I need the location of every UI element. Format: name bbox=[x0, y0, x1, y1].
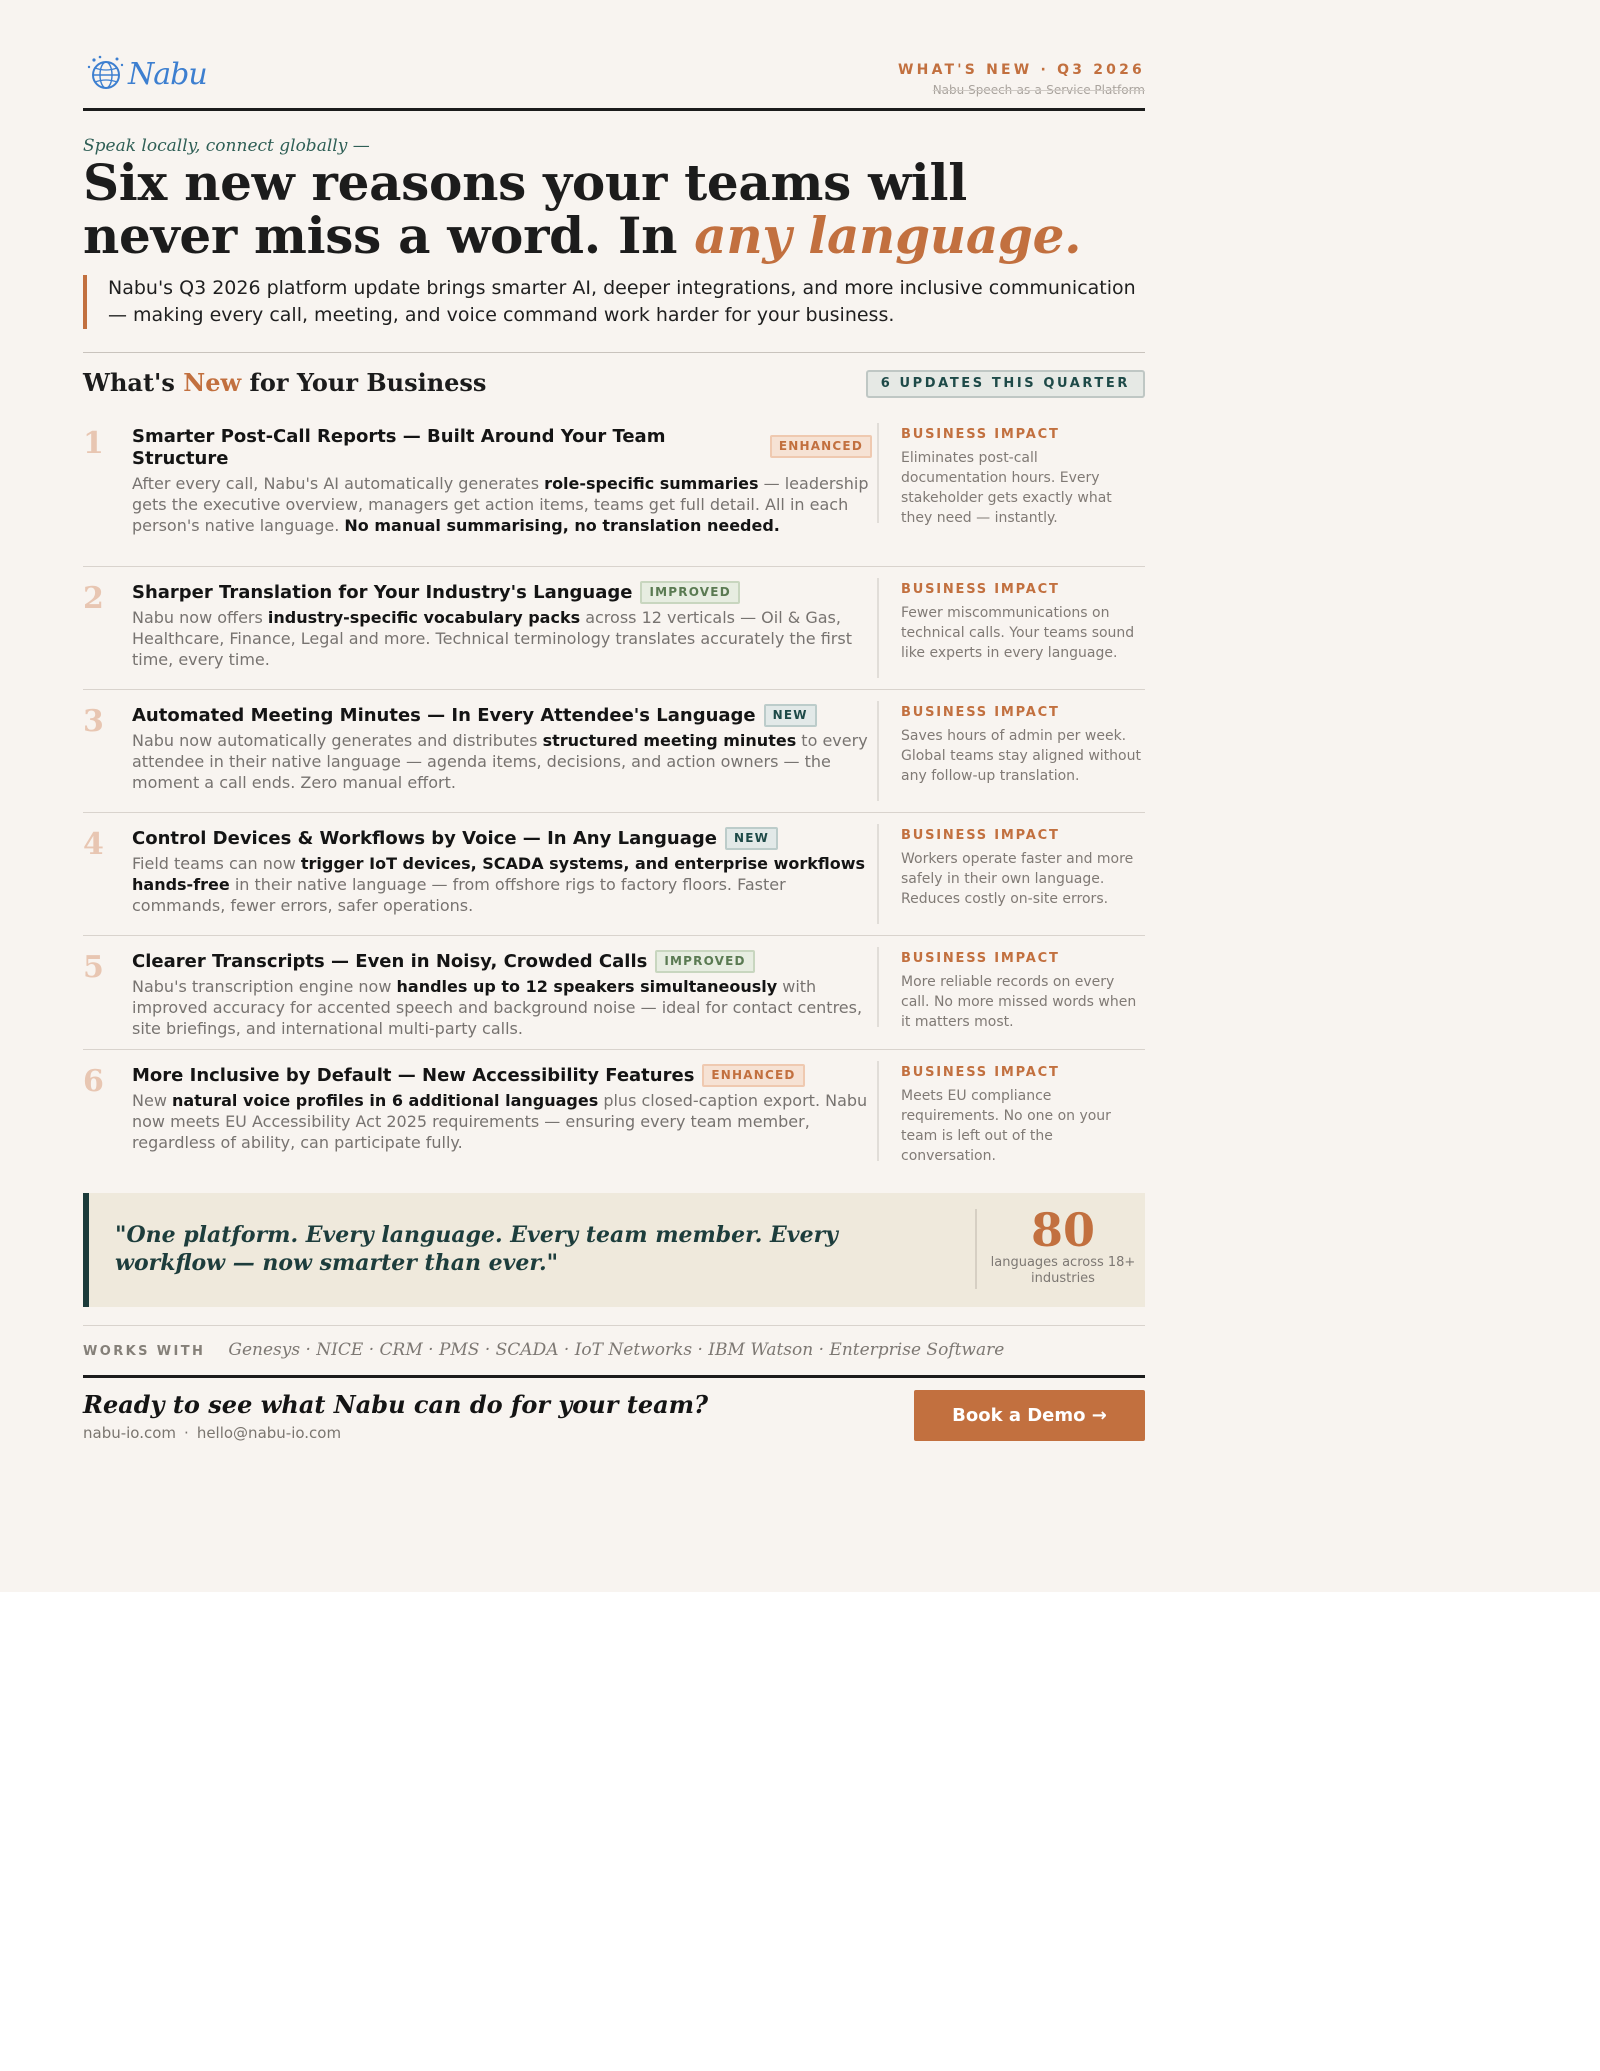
feature-title-text: Control Devices & Workflows by Voice — In Any Language bbox=[132, 828, 717, 849]
column-divider bbox=[877, 824, 879, 924]
feature-body bbox=[132, 581, 872, 670]
column-divider bbox=[877, 1061, 879, 1161]
section-title-accent: New bbox=[183, 368, 242, 397]
book-demo-button[interactable]: Book a Demo → bbox=[914, 1390, 1145, 1441]
globe-logo-icon bbox=[86, 54, 126, 94]
feature-description: New natural voice profiles in 6 additional languages plus closed-caption export. Nabu now meets EU Accessibility Act 2025 requirements — ensuring every team member, regardless of ability, can participate fully. bbox=[132, 1091, 868, 1152]
feature-body bbox=[132, 1064, 872, 1153]
row-divider bbox=[83, 812, 1145, 813]
feature-number: 5 bbox=[83, 950, 104, 985]
cta-title: Ready to see what Nabu can do for your team? bbox=[83, 1390, 709, 1419]
feature-title bbox=[132, 581, 872, 604]
section-title-pre: What's bbox=[83, 368, 184, 397]
feature-description: Nabu now automatically generates and distributes structured meeting minutes to every attendee in their native language — agenda items, decisions, and action owners — the moment a call ends. Zero manual effort. bbox=[132, 731, 868, 792]
business-impact bbox=[901, 581, 1141, 663]
row-divider bbox=[83, 566, 1145, 567]
hero-title-accent: any language. bbox=[694, 206, 1082, 265]
feature-body bbox=[132, 950, 872, 1039]
impact-label: BUSINESS IMPACT bbox=[901, 582, 1060, 597]
feature-description: Nabu now offers industry-specific vocabulary packs across 12 verticals — Oil & Gas, Healthcare, Finance, Legal and more. Technical terminology translates accurately the first time, every time. bbox=[132, 608, 852, 669]
column-divider bbox=[877, 423, 879, 523]
logo[interactable] bbox=[86, 54, 207, 94]
business-impact bbox=[901, 950, 1141, 1032]
impact-text: More reliable records on every call. No more missed words when it matters most. bbox=[901, 974, 1137, 1030]
feature-description: Field teams can now trigger IoT devices, SCADA systems, and enterprise workflows hands-free in their native language — from offshore rigs to factory floors. Faster commands, fewer errors, safer operations. bbox=[132, 854, 866, 915]
works-with bbox=[83, 1340, 1004, 1360]
column-divider bbox=[877, 578, 879, 678]
section-title-post: for Your Business bbox=[241, 368, 487, 397]
issue-info bbox=[898, 62, 1145, 97]
masthead bbox=[83, 52, 1145, 110]
row-divider bbox=[83, 1049, 1145, 1050]
hero-title-line2: never miss a word. In bbox=[83, 206, 695, 265]
impact-label: BUSINESS IMPACT bbox=[901, 828, 1060, 843]
impact-label: BUSINESS IMPACT bbox=[901, 427, 1060, 442]
feature-title bbox=[132, 1064, 872, 1087]
business-impact bbox=[901, 827, 1141, 909]
row-divider bbox=[83, 689, 1145, 690]
issue-label: WHAT'S NEW · Q3 2026 bbox=[898, 62, 1145, 78]
feature-number: 1 bbox=[83, 426, 104, 461]
feature-number: 4 bbox=[83, 827, 104, 862]
impact-text: Meets EU compliance requirements. No one on your team is left out of the conversation. bbox=[901, 1088, 1111, 1164]
feature-title-text: Clearer Transcripts — Even in Noisy, Crowded Calls bbox=[132, 951, 648, 972]
feature-badge: ENHANCED bbox=[702, 1064, 804, 1087]
works-rule bbox=[83, 1325, 1145, 1326]
stat-block bbox=[983, 1205, 1143, 1287]
section-rule bbox=[83, 352, 1145, 353]
section-title bbox=[83, 368, 486, 397]
feature-badge: ENHANCED bbox=[770, 435, 872, 458]
feature-title-text: Automated Meeting Minutes — In Every Attendee's Language bbox=[132, 705, 756, 726]
business-impact bbox=[901, 704, 1141, 786]
column-divider bbox=[877, 947, 879, 1027]
impact-text: Workers operate faster and more safely in their own language. Reduces costly on-site errors. bbox=[901, 851, 1134, 907]
impact-text: Fewer miscommunications on technical calls. Your teams sound like experts in every language. bbox=[901, 605, 1135, 661]
email-link[interactable]: hello@nabu-io.com bbox=[196, 1424, 342, 1442]
works-with-label: WORKS WITH bbox=[83, 1344, 206, 1359]
pull-quote bbox=[83, 1193, 1145, 1307]
updates-count-badge: 6 UPDATES THIS QUARTER bbox=[866, 370, 1145, 398]
business-impact bbox=[901, 426, 1141, 528]
row-divider bbox=[83, 935, 1145, 936]
feature-number: 6 bbox=[83, 1064, 104, 1099]
feature-body bbox=[132, 426, 872, 536]
feature-number: 3 bbox=[83, 704, 104, 739]
feature-description: After every call, Nabu's AI automatically generates role-specific summaries — leadership gets the executive overview, managers get action items, teams get full detail. All in each person's native language. No manual summarising, no translation needed. bbox=[132, 474, 869, 535]
hero-title-line1: Six new reasons your teams will bbox=[83, 153, 967, 212]
impact-label: BUSINESS IMPACT bbox=[901, 951, 1060, 966]
contact-line bbox=[83, 1424, 341, 1442]
business-impact bbox=[901, 1064, 1141, 1166]
impact-label: BUSINESS IMPACT bbox=[901, 705, 1060, 720]
feature-title bbox=[132, 827, 872, 850]
quote-divider bbox=[975, 1209, 977, 1289]
integrations-list: Genesys · NICE · CRM · PMS · SCADA · IoT Networks · IBM Watson · Enterprise Software bbox=[228, 1340, 1005, 1360]
contact-separator: · bbox=[184, 1424, 189, 1442]
stat-label: languages across 18+ industries bbox=[990, 1255, 1136, 1286]
hero-title bbox=[83, 153, 1145, 265]
feature-title bbox=[132, 950, 872, 973]
column-divider bbox=[877, 701, 879, 801]
feature-title-text: More Inclusive by Default — New Accessibility Features bbox=[132, 1065, 695, 1086]
hero-tagline: Speak locally, connect globally — bbox=[83, 136, 370, 156]
logo-wordmark: Nabu bbox=[128, 56, 207, 92]
feature-badge: NEW bbox=[764, 704, 817, 727]
feature-body bbox=[132, 827, 872, 916]
feature-title: Smarter Post-Call Reports — Built Around Your Team Structure bbox=[132, 426, 666, 469]
feature-title bbox=[132, 704, 872, 727]
quote-text: "One platform. Every language. Every team member. Every workflow — now smarter than ever." bbox=[115, 1222, 838, 1276]
feature-badge: NEW bbox=[725, 827, 778, 850]
feature-title-text: Sharper Translation for Your Industry's Language bbox=[132, 582, 633, 603]
header-rule bbox=[83, 108, 1145, 111]
hero-intro: Nabu's Q3 2026 platform update brings smarter AI, deeper integrations, and more inclusive communication — making every call, meeting, and voice command work harder for your business. bbox=[83, 275, 1148, 329]
feature-badge: IMPROVED bbox=[655, 950, 754, 973]
impact-label: BUSINESS IMPACT bbox=[901, 1065, 1060, 1080]
feature-badge: IMPROVED bbox=[640, 581, 739, 604]
stat-value: 80 bbox=[1030, 1203, 1095, 1257]
website-link[interactable]: nabu-io.com bbox=[83, 1424, 177, 1442]
impact-text: Eliminates post-call documentation hours. Every stakeholder gets exactly what they need — instantly. bbox=[901, 450, 1112, 526]
platform-name: Nabu Speech-as-a-Service Platform bbox=[932, 83, 1145, 97]
feature-number: 2 bbox=[83, 581, 104, 616]
footer-rule bbox=[83, 1375, 1145, 1378]
impact-text: Saves hours of admin per week. Global teams stay aligned without any follow-up translation. bbox=[901, 728, 1141, 784]
feature-body bbox=[132, 704, 872, 793]
feature-description: Nabu's transcription engine now handles up to 12 speakers simultaneously with improved accuracy for accented speech and background noise — ideal for contact centres, site briefings, and international multi-party calls. bbox=[132, 977, 863, 1038]
